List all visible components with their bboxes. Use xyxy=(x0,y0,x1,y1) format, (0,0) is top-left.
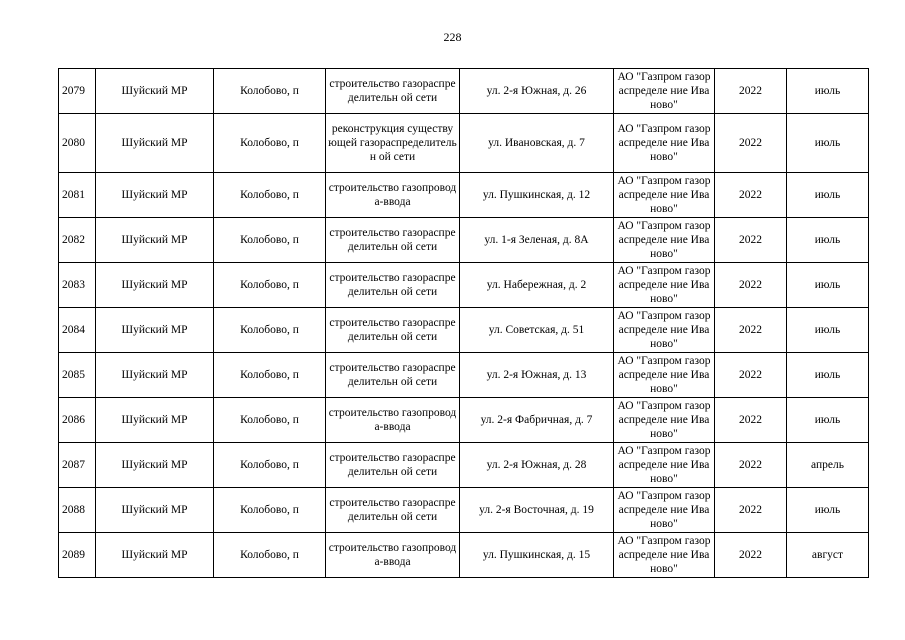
settlement-cell: Колобово, п xyxy=(214,69,326,114)
row-number: 2083 xyxy=(59,263,96,308)
year-cell: 2022 xyxy=(715,398,787,443)
settlement-cell: Колобово, п xyxy=(214,443,326,488)
organization-cell: АО "Газпром газораспределе ние Иваново" xyxy=(614,173,715,218)
organization-cell: АО "Газпром газораспределе ние Иваново" xyxy=(614,263,715,308)
work-type-cell: строительство газопровода-ввода xyxy=(326,398,460,443)
address-cell: ул. Ивановская, д. 7 xyxy=(460,114,614,173)
district-cell: Шуйский МР xyxy=(96,69,214,114)
table-row xyxy=(59,114,869,173)
year-cell: 2022 xyxy=(715,263,787,308)
organization-cell: АО "Газпром газораспределе ние Иваново" xyxy=(614,533,715,578)
month-cell: июль xyxy=(787,69,869,114)
district-cell: Шуйский МР xyxy=(96,308,214,353)
settlement-cell: Колобово, п xyxy=(214,533,326,578)
address-cell: ул. Советская, д. 51 xyxy=(460,308,614,353)
address-cell: ул. Набережная, д. 2 xyxy=(460,263,614,308)
year-cell: 2022 xyxy=(715,533,787,578)
table-row xyxy=(59,263,869,308)
row-number: 2087 xyxy=(59,443,96,488)
month-cell: июль xyxy=(787,263,869,308)
year-cell: 2022 xyxy=(715,488,787,533)
district-cell: Шуйский МР xyxy=(96,218,214,263)
address-cell: ул. 2-я Восточная, д. 19 xyxy=(460,488,614,533)
month-cell: июль xyxy=(787,218,869,263)
table-row xyxy=(59,443,869,488)
table-row xyxy=(59,218,869,263)
address-cell: ул. 2-я Южная, д. 28 xyxy=(460,443,614,488)
organization-cell: АО "Газпром газораспределе ние Иваново" xyxy=(614,114,715,173)
address-cell: ул. 2-я Фабричная, д. 7 xyxy=(460,398,614,443)
work-type-cell: строительство газораспределительн ой сети xyxy=(326,308,460,353)
row-number: 2086 xyxy=(59,398,96,443)
district-cell: Шуйский МР xyxy=(96,173,214,218)
row-number: 2084 xyxy=(59,308,96,353)
table-row xyxy=(59,308,869,353)
year-cell: 2022 xyxy=(715,308,787,353)
work-type-cell: строительство газораспределительн ой сети xyxy=(326,263,460,308)
settlement-cell: Колобово, п xyxy=(214,308,326,353)
district-cell: Шуйский МР xyxy=(96,398,214,443)
year-cell: 2022 xyxy=(715,353,787,398)
month-cell: июль xyxy=(787,114,869,173)
work-type-cell: строительство газораспределительн ой сети xyxy=(326,218,460,263)
row-number: 2080 xyxy=(59,114,96,173)
settlement-cell: Колобово, п xyxy=(214,353,326,398)
address-cell: ул. 1-я Зеленая, д. 8А xyxy=(460,218,614,263)
year-cell: 2022 xyxy=(715,218,787,263)
organization-cell: АО "Газпром газораспределе ние Иваново" xyxy=(614,398,715,443)
month-cell: июль xyxy=(787,488,869,533)
table-row xyxy=(59,173,869,218)
row-number: 2082 xyxy=(59,218,96,263)
organization-cell: АО "Газпром газораспределе ние Иваново" xyxy=(614,488,715,533)
month-cell: июль xyxy=(787,173,869,218)
address-cell: ул. Пушкинская, д. 12 xyxy=(460,173,614,218)
table-row xyxy=(59,398,869,443)
organization-cell: АО "Газпром газораспределе ние Иваново" xyxy=(614,443,715,488)
district-cell: Шуйский МР xyxy=(96,114,214,173)
work-type-cell: строительство газораспределительн ой сети xyxy=(326,443,460,488)
work-type-cell: строительство газопровода-ввода xyxy=(326,173,460,218)
row-number: 2089 xyxy=(59,533,96,578)
district-cell: Шуйский МР xyxy=(96,263,214,308)
month-cell: август xyxy=(787,533,869,578)
year-cell: 2022 xyxy=(715,69,787,114)
row-number: 2081 xyxy=(59,173,96,218)
table-row xyxy=(59,488,869,533)
table-row xyxy=(59,69,869,114)
month-cell: апрель xyxy=(787,443,869,488)
organization-cell: АО "Газпром газораспределе ние Иваново" xyxy=(614,69,715,114)
table-row xyxy=(59,533,869,578)
month-cell: июль xyxy=(787,308,869,353)
district-cell: Шуйский МР xyxy=(96,443,214,488)
district-cell: Шуйский МР xyxy=(96,488,214,533)
year-cell: 2022 xyxy=(715,114,787,173)
settlement-cell: Колобово, п xyxy=(214,173,326,218)
district-cell: Шуйский МР xyxy=(96,353,214,398)
organization-cell: АО "Газпром газораспределе ние Иваново" xyxy=(614,218,715,263)
page-number: 228 xyxy=(443,30,462,44)
work-type-cell: реконструкция существующей газораспределительн ой сети xyxy=(326,114,460,173)
address-cell: ул. 2-я Южная, д. 26 xyxy=(460,69,614,114)
month-cell: июль xyxy=(787,353,869,398)
settlement-cell: Колобово, п xyxy=(214,398,326,443)
table-row xyxy=(59,353,869,398)
address-cell: ул. 2-я Южная, д. 13 xyxy=(460,353,614,398)
settlement-cell: Колобово, п xyxy=(214,114,326,173)
district-cell: Шуйский МР xyxy=(96,533,214,578)
organization-cell: АО "Газпром газораспределе ние Иваново" xyxy=(614,353,715,398)
settlement-cell: Колобово, п xyxy=(214,488,326,533)
work-type-cell: строительство газораспределительн ой сети xyxy=(326,353,460,398)
gas-works-table xyxy=(58,68,869,578)
organization-cell: АО "Газпром газораспределе ние Иваново" xyxy=(614,308,715,353)
settlement-cell: Колобово, п xyxy=(214,218,326,263)
settlement-cell: Колобово, п xyxy=(214,263,326,308)
work-type-cell: строительство газопровода-ввода xyxy=(326,533,460,578)
address-cell: ул. Пушкинская, д. 15 xyxy=(460,533,614,578)
row-number: 2085 xyxy=(59,353,96,398)
work-type-cell: строительство газораспределительн ой сети xyxy=(326,488,460,533)
month-cell: июль xyxy=(787,398,869,443)
row-number: 2079 xyxy=(59,69,96,114)
year-cell: 2022 xyxy=(715,443,787,488)
year-cell: 2022 xyxy=(715,173,787,218)
row-number: 2088 xyxy=(59,488,96,533)
work-type-cell: строительство газораспределительн ой сети xyxy=(326,69,460,114)
